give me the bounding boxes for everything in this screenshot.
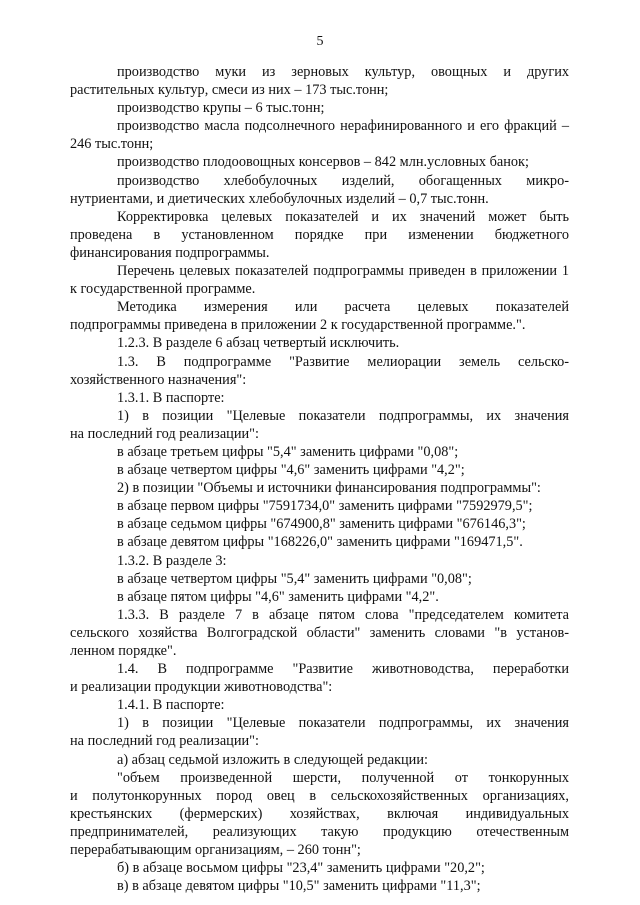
text-line: производство крупы – 6 тыс.тонн; xyxy=(117,100,325,117)
text-line: к государственной программе. xyxy=(70,281,256,298)
text-line: на последний год реализации": xyxy=(70,733,259,750)
text-line: сельского хозяйства Волгоградской области" заменить словами "в установ- xyxy=(70,624,569,641)
text-line: в) в абзаце девятом цифры "10,5" заменить цифрами "11,3"; xyxy=(117,878,481,895)
text-line: в абзаце четвертом цифры "5,4" заменить цифрами "0,08"; xyxy=(117,570,472,587)
text-line: ленном порядке". xyxy=(70,643,177,659)
text-line: производство плодоовощных консервов – 842 млн.условных банок; xyxy=(117,154,529,171)
text-line: перерабатывающим организациям, – 260 тонн"; xyxy=(70,842,361,859)
text-line: в абзаце пятом цифры "4,6" заменить цифрами "4,2". xyxy=(117,588,439,605)
text-line: на последний год реализации": xyxy=(70,425,259,442)
text-line: 1.4. В подпрограмме "Развитие животноводства, переработки xyxy=(117,661,569,678)
text-line: производство хлебобулочных изделий, обогащенных микро- xyxy=(117,172,569,189)
text-line: б) в абзаце восьмом цифры "23,4" заменить цифрами "20,2"; xyxy=(117,860,485,877)
text-line: проведена в установленном порядке при изменении бюджетного xyxy=(70,226,569,243)
text-line: производство муки из зерновых культур, овощных и других xyxy=(117,64,569,80)
text-line: Методика измерения или расчета целевых показателей xyxy=(117,299,569,316)
text-line: производство масла подсолнечного нерафинированного и его фракций – xyxy=(117,118,569,135)
text-line: в абзаце первом цифры "7591734,0" заменить цифрами "7592979,5"; xyxy=(117,498,533,515)
text-line: 246 тыс.тонн; xyxy=(70,136,154,153)
text-line: "объем произведенной шерсти, полученной от тонкорунных xyxy=(117,769,569,786)
text-line: предпринимателей, реализующих такую продукцию отечественным xyxy=(70,823,569,840)
text-line: растительных культур, смеси из них – 173 тыс.тонн; xyxy=(70,82,389,99)
text-line: нутриентами, и диетических хлебобулочных изделий – 0,7 тыс.тонн. xyxy=(70,190,489,207)
text-line: 1.3.2. В разделе 3: xyxy=(117,552,227,569)
text-line: Перечень целевых показателей подпрограммы приведен в приложении 1 xyxy=(117,263,569,280)
text-line: 2) в позиции "Объемы и источники финансирования подпрограммы": xyxy=(117,480,541,497)
text-line: в абзаце четвертом цифры "4,6" заменить цифрами "4,2"; xyxy=(117,462,465,479)
text-line: 1.3.3. В разделе 7 в абзаце пятом слова "председателем комитета xyxy=(117,606,569,623)
text-line: 1.3. В подпрограмме "Развитие мелиорации земель сельско- xyxy=(117,353,569,370)
text-line: подпрограммы приведена в приложении 2 к государственной программе.". xyxy=(70,317,526,334)
text-line: Корректировка целевых показателей и их значений может быть xyxy=(117,208,569,225)
document-body xyxy=(70,63,569,895)
text-line: и реализации продукции животноводства": xyxy=(70,679,333,696)
text-line: 1.4.1. В паспорте: xyxy=(117,697,225,714)
text-line: 1) в позиции "Целевые показатели подпрограммы, их значения xyxy=(117,715,569,732)
text-line: в абзаце девятом цифры "168226,0" заменить цифрами "169471,5". xyxy=(117,534,523,551)
text-line: хозяйственного назначения": xyxy=(70,371,247,388)
text-line: финансирования подпрограммы. xyxy=(70,244,270,261)
text-line: в абзаце третьем цифры "5,4" заменить цифрами "0,08"; xyxy=(117,443,459,460)
text-line: 1.2.3. В разделе 6 абзац четвертый исключить. xyxy=(117,335,400,352)
text-line: 1) в позиции "Целевые показатели подпрограммы, их значения xyxy=(117,407,569,424)
text-line: 1.3.1. В паспорте: xyxy=(117,389,225,406)
text-line: и полутонкорунных пород овец в сельскохозяйственных организациях, xyxy=(70,787,569,804)
text-line: крестьянских (фермерских) хозяйствах, включая индивидуальных xyxy=(70,805,569,822)
text-line: а) абзац седьмой изложить в следующей редакции: xyxy=(117,751,428,768)
page-number: 5 xyxy=(316,34,324,49)
text-line: в абзаце седьмом цифры "674900,8" заменить цифрами "676146,3"; xyxy=(117,516,526,533)
